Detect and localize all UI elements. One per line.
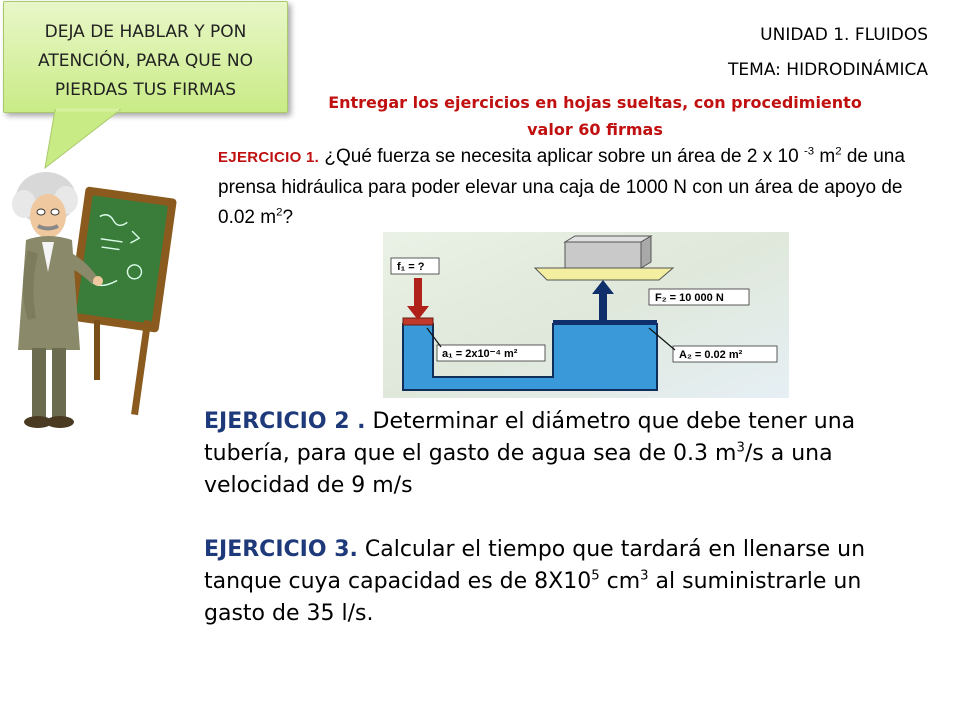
exercise-3-exp-a: 5 <box>591 568 600 584</box>
exercise-1-exp-b: 2 <box>835 145 842 158</box>
exercise-1-text-b: m <box>819 146 836 167</box>
f2-label: F₂ = 10 000 N <box>655 292 724 304</box>
exercise-1-text-c: de una prensa hidráulica para poder elevar una caja de 1000 N con un área de apoyo de 0.02 m <box>218 146 905 228</box>
exercise-1-label: EJERCICIO 1. <box>218 149 320 166</box>
exercise-1-text-d: ? <box>282 207 294 228</box>
instruction-line-2: valor 60 firmas <box>527 120 663 139</box>
topic-title: TEMA: HIDRODINÁMICA <box>728 60 928 80</box>
callout-text: DEJA DE HABLAR Y PON ATENCIÓN, PARA QUE NO PIERDAS TUS FIRMAS <box>38 22 253 100</box>
unit-title: UNIDAD 1. FLUIDOS <box>760 25 928 45</box>
large-piston <box>553 320 657 325</box>
exercise-2-text-a: Determinar el diámetro que debe tener una tubería, para que el gasto de agua sea de 0.3 m <box>204 409 856 466</box>
force-f2-arrow <box>599 292 607 320</box>
exercise-3-text-a: Calcular el tiempo que tardará en llenarse un tanque cuya capacidad es de 8X10 <box>204 537 866 594</box>
exercise-2 <box>204 406 904 502</box>
instruction-text <box>300 89 890 143</box>
exercise-1-exp-a: -3 <box>803 145 815 158</box>
exercise-2-exp: 3 <box>736 440 745 456</box>
instruction-line-1: Entregar los ejercicios en hojas sueltas, con procedimiento <box>328 93 862 112</box>
exercise-3 <box>204 534 884 630</box>
load-box <box>565 242 641 268</box>
exercise-1-text-a: ¿Qué fuerza se necesita aplicar sobre un área de 2 x 10 <box>324 146 799 167</box>
lift-platform <box>535 268 673 280</box>
exercise-3-exp-b: 3 <box>640 568 649 584</box>
exercise-2-label: EJERCICIO 2 . <box>204 409 366 434</box>
exercise-3-text-c: al suministrarle un gasto de 35 l/s. <box>204 569 862 626</box>
exercise-3-text-b: cm <box>606 569 641 594</box>
exercise-3-label: EJERCICIO 3. <box>204 537 358 562</box>
a1-label: a₁ = 2x10⁻⁴ m² <box>442 348 518 360</box>
f1-label: f₁ = ? <box>397 261 425 273</box>
force-f1-arrow <box>414 278 422 308</box>
exercise-2-text-b: /s a una velocidad de 9 m/s <box>204 441 833 498</box>
a2-label: A₂ = 0.02 m² <box>679 349 743 361</box>
speech-callout <box>3 1 288 113</box>
exercise-1 <box>218 142 908 233</box>
hydraulic-press-diagram <box>383 232 789 398</box>
professor-illustration <box>8 150 178 445</box>
exercise-1-exp-c: 2 <box>276 206 283 219</box>
